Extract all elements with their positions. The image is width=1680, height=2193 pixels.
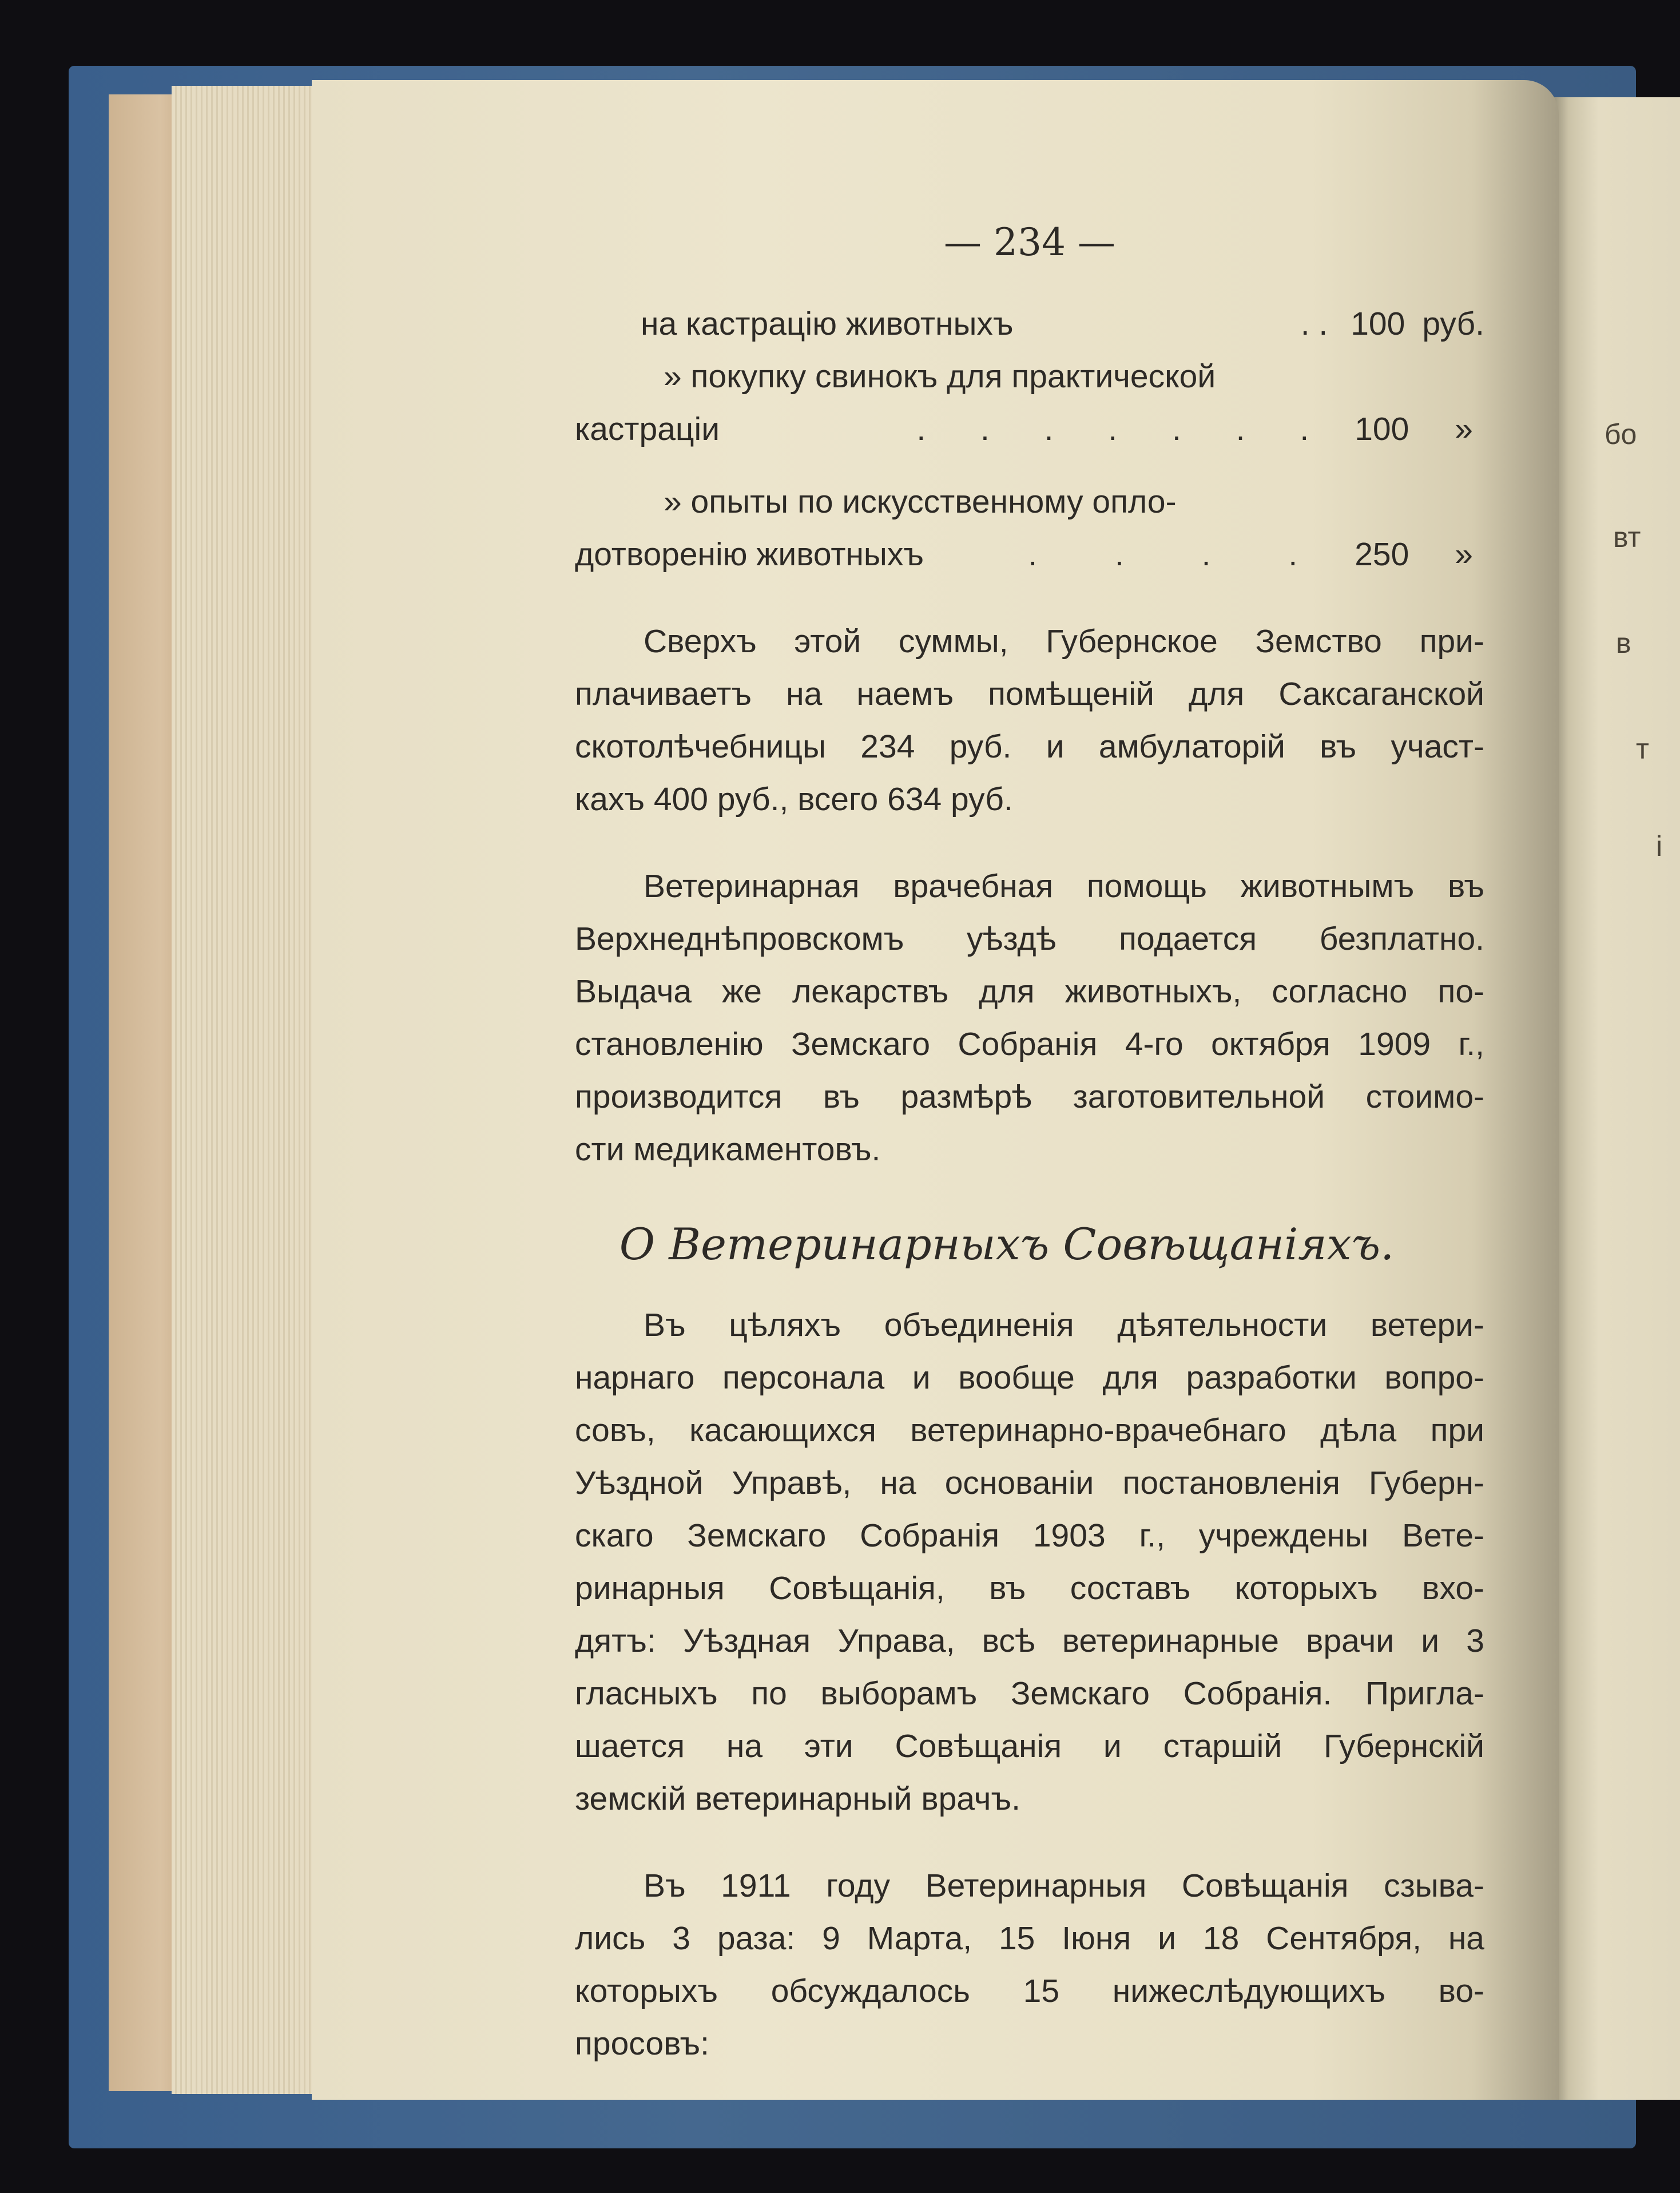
budget-line-castration <box>575 298 1484 350</box>
text-line: земскій ветеринарный врачъ. <box>575 1780 1020 1817</box>
budget-label: кастраціи <box>575 411 720 447</box>
text-line: Выдача же лекарствъ для животныхъ, согласно по- <box>575 973 1484 1010</box>
budget-unit: руб. <box>1422 306 1484 342</box>
budget-label: » опыты по искусственному опло- <box>664 483 1177 520</box>
text-line: просовъ: <box>575 2025 709 2062</box>
text-line: Въ 1911 году Ветеринарныя Совѣщанія сзыва- <box>644 1867 1484 1904</box>
leader-dots: . . . . <box>1028 536 1332 573</box>
text-line: скотолѣчебницы 234 руб. и амбулаторій въ участ- <box>575 728 1484 765</box>
text-line: шается на эти Совѣщанія и старшій Губернскій <box>575 1728 1484 1764</box>
text-line: совъ, касающихся ветеринарно-врачебнаго дѣла при <box>575 1412 1484 1449</box>
page-text <box>575 298 1484 2070</box>
text-line: Уѣздной Управѣ, на основаніи постановленія Губерн- <box>575 1465 1484 1501</box>
text-line: плачиваетъ на наемъ помѣщеній для Саксаганской <box>575 676 1484 712</box>
budget-amount: 100 <box>1355 411 1409 447</box>
text-line: скаго Земскаго Собранія 1903 г., учреждены Вете- <box>575 1517 1484 1554</box>
text-line: которыхъ обсуждалось 15 нижеслѣдующихъ во- <box>575 1973 1484 2009</box>
text-line: Сверхъ этой суммы, Губернское Земство при- <box>644 623 1484 660</box>
text-line: дятъ: Уѣздная Управа, всѣ ветеринарные врачи и 3 <box>575 1623 1484 1659</box>
budget-label: » покупку свинокъ для практической <box>664 358 1216 395</box>
budget-amount: 250 <box>1355 536 1409 573</box>
page-edges <box>172 86 320 2094</box>
text-line: Въ цѣляхъ объединенія дѣятельности ветери- <box>644 1307 1484 1343</box>
text-line: Верхнеднѣпровскомъ уѣздѣ подается безплатно. <box>575 921 1484 957</box>
right-page-fragment: вт <box>1613 521 1641 553</box>
budget-label: на кастрацію животныхъ <box>641 306 1014 342</box>
budget-line-experiments-cont <box>575 528 1484 581</box>
text-line: производится въ размѣрѣ заготовительной стоимо- <box>575 1078 1484 1115</box>
right-page-fragment: бо <box>1604 418 1637 450</box>
leader-dots: . . . . . . . <box>916 411 1332 447</box>
paragraph-1911-meetings <box>575 1859 1484 2070</box>
right-page-fragment: в <box>1616 627 1631 659</box>
budget-label: дотворенію животныхъ <box>575 536 924 573</box>
budget-line-pigs-cont <box>575 403 1484 455</box>
text-line: становленію Земскаго Собранія 4-го октября 1909 г., <box>575 1026 1484 1062</box>
text-line: гласныхъ по выборамъ Земскаго Собранія. Пригла- <box>575 1675 1484 1712</box>
leader-dots: . . <box>1300 306 1328 342</box>
text-line: сти медикаментовъ. <box>575 1131 881 1168</box>
right-page-fragment: т <box>1636 733 1649 765</box>
section-heading: О Ветеринарныхъ Совѣщаніяхъ. <box>619 1219 1395 1270</box>
budget-unit: » <box>1455 411 1473 447</box>
paragraph-free-care <box>575 860 1484 1176</box>
text-line: лись 3 раза: 9 Марта, 15 Іюня и 18 Сентября, на <box>575 1920 1484 1957</box>
budget-line-experiments <box>575 475 1484 528</box>
page-number: — 234 — <box>944 220 1115 264</box>
text-line: Ветеринарная врачебная помощь животнымъ въ <box>644 868 1484 905</box>
paragraph-councils <box>575 1299 1484 1825</box>
paragraph-extra-payments <box>575 615 1484 826</box>
right-page-fragment: і <box>1656 830 1663 862</box>
text-line: нарнаго персонала и вообще для разработки вопро- <box>575 1359 1484 1396</box>
budget-unit: » <box>1455 536 1473 573</box>
budget-amount: 100 <box>1351 306 1405 342</box>
budget-line-pigs <box>575 350 1484 403</box>
text-line: ринарныя Совѣщанія, въ составъ которыхъ вхо- <box>575 1570 1484 1607</box>
right-page <box>1544 97 1680 2100</box>
text-line: кахъ 400 руб., всего 634 руб. <box>575 781 1013 818</box>
